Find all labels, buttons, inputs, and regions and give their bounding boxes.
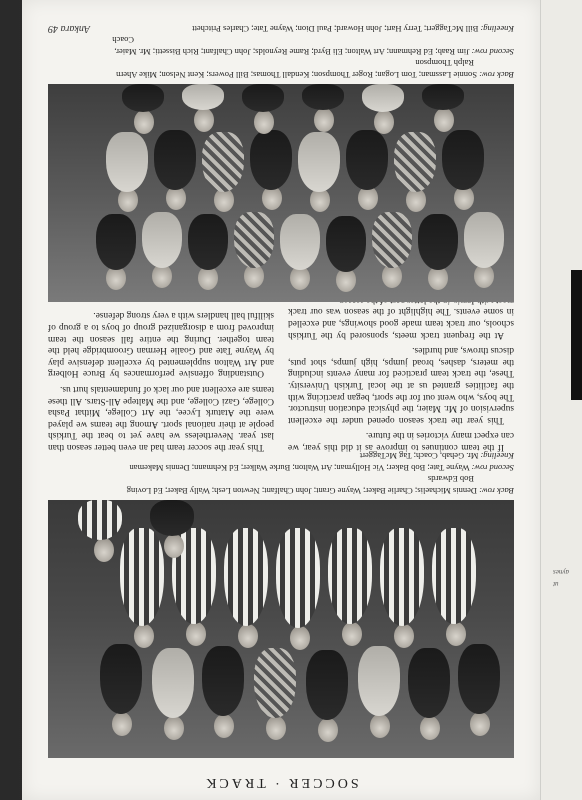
player-body [242, 84, 284, 112]
player-head [394, 624, 414, 648]
article-columns [48, 306, 514, 452]
player-head [374, 110, 394, 134]
article-column-right [48, 312, 274, 452]
player-body [202, 646, 244, 716]
player-head [370, 714, 390, 738]
player-head [134, 110, 154, 134]
adjacent-page-text: aynes [553, 568, 569, 576]
player-head [266, 716, 286, 740]
player-body [458, 644, 500, 714]
caption-label: Back row: [479, 486, 514, 496]
player-body [122, 84, 164, 112]
player-head [434, 108, 454, 132]
player-body [154, 130, 196, 190]
article-paragraph: This year the track season opened under the excellent supervision of Mr. Maier, the physical education instructor. The boys, who went out for the sport, began practicing with the facilities granted us at the local Turkish University. These, the track team practiced for many events including the meters, dashes, broad jumps, high jumps, shot puts, discus throws, and hurdles. [288, 345, 514, 425]
player-head [164, 534, 184, 558]
track-team-photo [48, 500, 514, 758]
caption-second-row [48, 47, 514, 58]
player-body [280, 214, 320, 270]
caption-continuation: Ralph Thompson [415, 58, 474, 69]
player-head [446, 622, 466, 646]
player-head [134, 624, 154, 648]
player-body [254, 648, 296, 718]
player-head [342, 622, 362, 646]
player-head [238, 624, 258, 648]
player-body [394, 132, 436, 192]
caption-names: Dennis Michaelis; Charlie Baker; Wayne Grant; John Chalfant; Newton Lesh; Wally Baker; Ed Loving [126, 486, 478, 496]
player-head [318, 718, 338, 742]
player-body [142, 212, 182, 268]
player-body [150, 500, 194, 536]
player-body [298, 132, 340, 192]
caption-names: Bill McTaggert; Terry Hart; John Howard; Paul Dion; Wayne Tate; Charles Pritchett [192, 24, 479, 34]
caption-label: Kneeling: [480, 451, 514, 462]
article-paragraph: At the frequent track meets, sponsored by the Turkish schools, our track team made good showings, and excelled in some events. The highlight of the season was our track [288, 306, 514, 340]
soccer-team-photo [48, 84, 514, 302]
player-body [152, 648, 194, 718]
player-head [194, 108, 214, 132]
caption-label: Second row: [471, 47, 514, 57]
caption-label: Second row: [471, 463, 514, 473]
player-body [182, 84, 224, 110]
player-body [202, 132, 244, 192]
adjacent-page-edge [540, 0, 582, 800]
player-body [422, 84, 464, 110]
page-title: SOCCER · TRACK [203, 775, 359, 790]
player-body [326, 216, 366, 272]
player-body [302, 84, 344, 110]
player-body [408, 648, 450, 718]
caption-kneeling [48, 451, 514, 462]
player-head [314, 108, 334, 132]
caption-back-row [48, 70, 514, 81]
adjacent-page-photo-edge [571, 270, 582, 400]
player-head [470, 712, 490, 736]
article-paragraph: If the team continues to improve as it did this year, we can expect many victories in the future. [288, 430, 514, 452]
page-footer: Ankara 49 [48, 23, 90, 34]
caption-second-row [48, 463, 514, 474]
player-body [106, 132, 148, 192]
caption-label: Back row: [479, 70, 514, 80]
player-head [186, 622, 206, 646]
caption-back-row [48, 486, 514, 497]
player-striped-uniform [380, 528, 424, 626]
player-body [306, 650, 348, 720]
caption-label: Kneeling: [480, 24, 514, 34]
player-body [418, 214, 458, 270]
player-body [96, 214, 136, 270]
page-content [48, 0, 514, 800]
player-striped-uniform [224, 528, 268, 626]
player-body [346, 130, 388, 190]
caption-continuation: Coach [112, 35, 134, 46]
player-head [112, 712, 132, 736]
player-head [164, 716, 184, 740]
yearbook-page [22, 0, 540, 800]
player-body [188, 214, 228, 270]
player-striped-uniform [328, 528, 372, 624]
player-striped-uniform [276, 528, 320, 628]
player-body [442, 130, 484, 190]
caption-continuation: Bob Edwards [427, 474, 474, 485]
player-body [358, 646, 400, 716]
track-photo-caption [48, 450, 514, 496]
player-body [234, 212, 274, 268]
player-head [94, 538, 114, 562]
player-body [372, 212, 412, 268]
player-head [420, 716, 440, 740]
player-head [290, 626, 310, 650]
article-paragraph: Outstanding offensive performances by Bruce Holberg and Art Walton supplemented by excellent defensive play by Wayne Tate and Goalie Herman Groombridge held the team together. During the entire fall season the team improved from a disorganized group of boys to a group of skillful ball handlers with a very strong defense. [48, 310, 274, 379]
adjacent-page-text: ut [553, 580, 559, 588]
article-column-left [288, 306, 514, 452]
player-body [464, 212, 504, 268]
caption-names: Jim Raab; Ed Rehmann; Art Walton; Eli Byrd; Rame Reynolds; John Chalfant; Rich Bissetti; Mr. Maier, [114, 47, 470, 57]
player-body [362, 84, 404, 112]
player-striped-uniform [78, 500, 122, 540]
player-head [254, 110, 274, 134]
caption-names: Sonnie Lassman; Tom Logan; Roger Thompson; Kendall Thomas; Bill Powers; Kent Nelson; Mike Ahern [116, 70, 478, 80]
player-body [250, 130, 292, 190]
player-head [214, 714, 234, 738]
player-body [100, 644, 142, 714]
player-striped-uniform [120, 528, 164, 626]
player-striped-uniform [432, 528, 476, 624]
article-paragraph: This year the soccer team had an even better season than last year. Nevertheless we have yet to beat the Turkish people at their national sport. Among the teams we played were the Ataturk Lycee, the Art College, Mithat Pasha College, Gazi College, and the Maltepe All-Stars. All these teams are excellent and our lack of fundamentals hurt us. [48, 384, 274, 452]
caption-names: Wayne Tate; Bob Baker; Vic Hollyman; Art Walton; Burke Walker; Ed Kehmann; Dennis Makeman [129, 463, 470, 473]
caption-names: Mr. Gehab, Coach; Tag McTaggert [359, 451, 479, 462]
